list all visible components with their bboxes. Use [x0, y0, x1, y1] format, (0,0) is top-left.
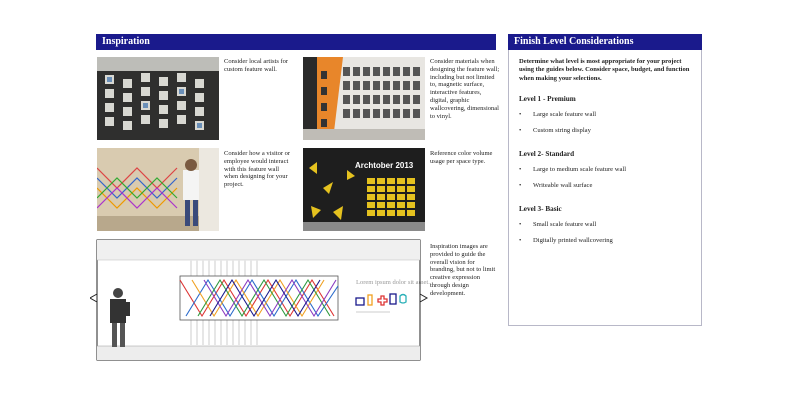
level-3-item-1: Small scale feature wall: [533, 221, 597, 229]
list-item: [519, 127, 691, 135]
tiles-artwork-illustration: [97, 57, 219, 140]
string-wall-interaction-illustration: [97, 148, 219, 231]
list-item: [519, 221, 691, 229]
bullet-icon: •: [519, 127, 522, 135]
bullet-icon: •: [519, 237, 522, 245]
level-2-item-1: Large to medium scale feature wall: [533, 166, 627, 174]
level-3-heading: Level 3- Basic: [519, 205, 562, 214]
caption-disclaimer: Inspiration images are provided to guide the overall vision for branding, but not to limit creative expression through design development.: [430, 243, 496, 297]
level-1-heading: Level 1 - Premium: [519, 95, 576, 104]
inspiration-header: [96, 34, 496, 50]
finish-level-title: Finish Level Considerations: [514, 36, 634, 47]
photo-materials-wall: [303, 57, 425, 140]
elevation-illustration: [90, 236, 430, 362]
bullet-icon: •: [519, 221, 522, 229]
photo-artist-tiles: [97, 57, 219, 140]
level-3-item-2: Digitally printed wallcovering: [533, 237, 613, 245]
photo-color-volume: [303, 148, 425, 231]
list-item: [519, 111, 691, 119]
finish-intro-text: Determine what level is most appropriate for your project using the guides below. Consider space, budget, and function when making your selections.: [519, 58, 690, 82]
archtober-wall-illustration: [303, 148, 425, 231]
caption-interaction: Consider how a visitor or employee would interact with this feature wall when designing for your project.: [224, 150, 291, 189]
archtober-sign: Archtober 2013: [355, 161, 414, 170]
level-2-item-2: Writeable wall surface: [533, 182, 593, 190]
list-item: [519, 166, 691, 174]
caption-color-volume: Reference color volume usage per space type.: [430, 150, 493, 165]
caption-local-artists: Consider local artists for custom feature wall.: [224, 58, 289, 73]
level-2-heading: Level 2- Standard: [519, 150, 575, 159]
bullet-icon: •: [519, 182, 522, 190]
level-1-item-2: Custom string display: [533, 127, 591, 135]
finish-level-header: [508, 34, 702, 50]
photo-interaction: [97, 148, 219, 231]
bullet-icon: •: [519, 111, 522, 119]
elevation-lorem-text: Lorem ipsum dolor sit amet.: [356, 279, 430, 286]
level-1-item-1: Large scale feature wall: [533, 111, 597, 119]
inspiration-title: Inspiration: [102, 36, 150, 47]
portrait-wall-illustration: [303, 57, 425, 140]
caption-materials: Consider materials when designing the feature wall; including but not limited to, magnetic surface, interactive features, digital, graphic wallcovering, dimensional to vinyl.: [430, 58, 500, 120]
bullet-icon: •: [519, 166, 522, 174]
elevation-drawing: [90, 236, 430, 362]
list-item: [519, 182, 691, 190]
finish-level-panel: [508, 50, 702, 326]
list-item: [519, 237, 691, 245]
